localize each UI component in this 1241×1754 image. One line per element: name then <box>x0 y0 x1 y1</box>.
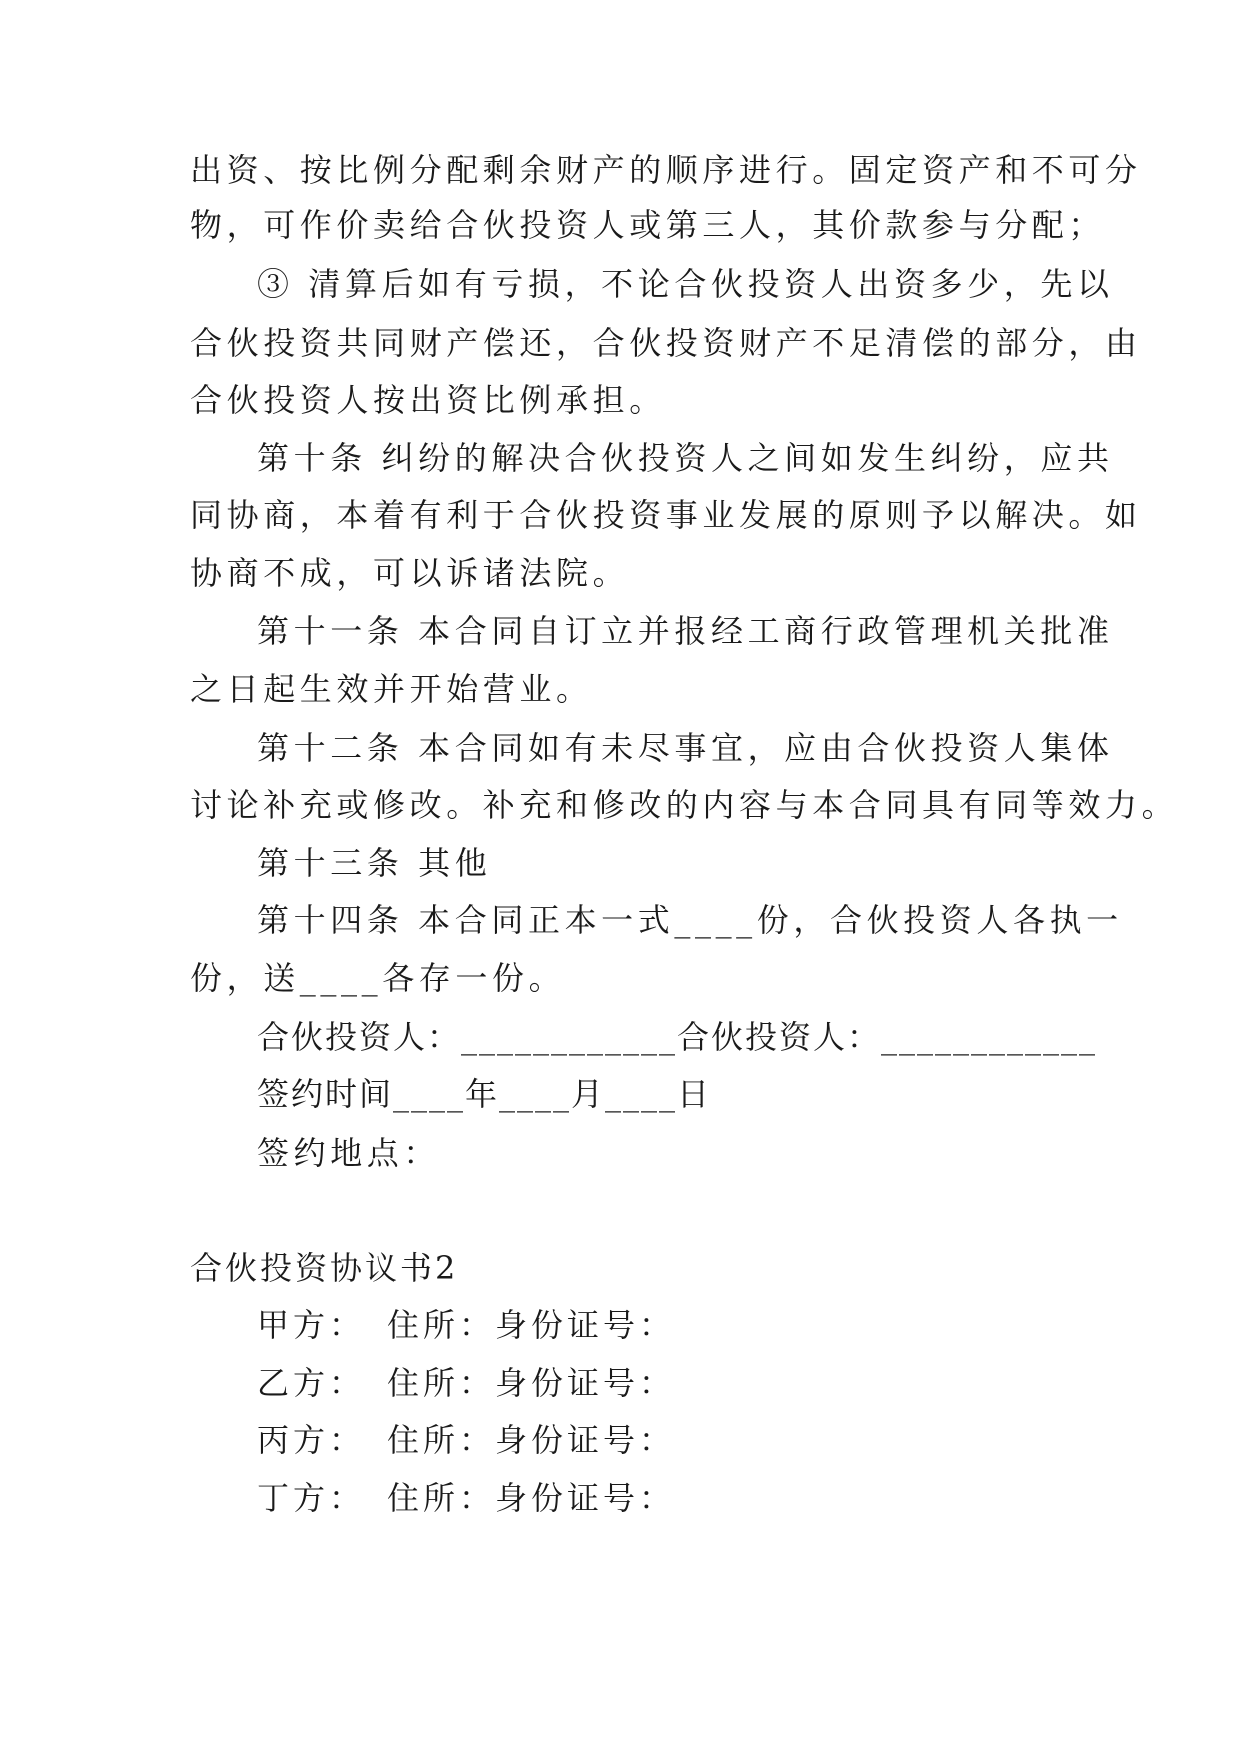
party-name: 丁方： <box>257 1479 366 1517</box>
paragraph-line: 合伙投资人按出资比例承担。 <box>190 381 666 419</box>
paragraph-line: 协商不成，可以诉诸法院。 <box>190 554 630 592</box>
party-name: 丙方： <box>257 1421 366 1459</box>
party-fields: 住所：身份证号： <box>387 1479 676 1517</box>
paragraph-line: 合伙投资共同财产偿还，合伙投资财产不足清偿的部分，由 <box>190 324 1142 362</box>
section-title: 合伙投资协议书2 <box>190 1249 459 1287</box>
party-row <box>257 1420 675 1460</box>
signing-place-line: 签约地点： <box>257 1134 441 1172</box>
paragraph-line: 第十四条 本合同正本一式____份，合伙投资人各执一 <box>257 901 1123 939</box>
signature-line: 合伙投资人：____________合伙投资人：____________ <box>257 1018 1098 1056</box>
paragraph-line: 出资、按比例分配剩余财产的顺序进行。固定资产和不可分 <box>190 151 1142 189</box>
paragraph-line: ③ 清算后如有亏损，不论合伙投资人出资多少，先以 <box>257 265 1114 303</box>
paragraph-line: 同协商，本着有利于合伙投资事业发展的原则予以解决。如 <box>190 496 1142 534</box>
paragraph-line: 第十条 纠纷的解决合伙投资人之间如发生纠纷，应共 <box>257 439 1114 477</box>
party-row <box>257 1478 675 1518</box>
paragraph-line: 物，可作价卖给合伙投资人或第三人，其价款参与分配； <box>190 206 1106 244</box>
party-name: 甲方： <box>257 1306 366 1344</box>
party-fields: 住所：身份证号： <box>387 1421 676 1459</box>
paragraph-line: 讨论补充或修改。补充和修改的内容与本合同具有同等效力。 <box>190 786 1179 824</box>
signing-date-line: 签约时间____年____月____日 <box>257 1075 712 1113</box>
paragraph-line: 份，送____各存一份。 <box>190 959 566 997</box>
party-name: 乙方： <box>257 1364 366 1402</box>
paragraph-line: 第十一条 本合同自订立并报经工商行政管理机关批准 <box>257 612 1114 650</box>
paragraph-line: 第十二条 本合同如有未尽事宜，应由合伙投资人集体 <box>257 729 1114 767</box>
paragraph-line: 第十三条 其他 <box>257 844 492 882</box>
party-row <box>257 1363 675 1403</box>
party-row <box>257 1305 675 1345</box>
party-fields: 住所：身份证号： <box>387 1364 676 1402</box>
party-fields: 住所：身份证号： <box>387 1306 676 1344</box>
paragraph-line: 之日起生效并开始营业。 <box>190 670 593 708</box>
